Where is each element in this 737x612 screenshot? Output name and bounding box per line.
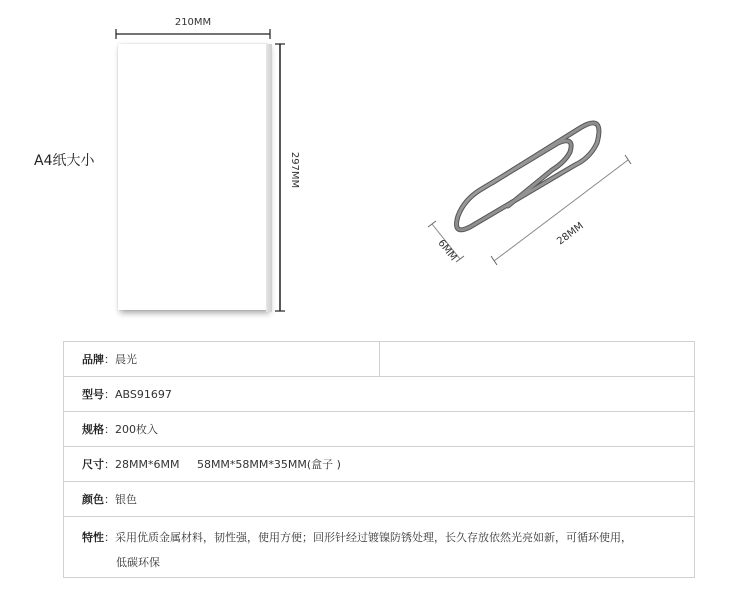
spec-row-size <box>64 447 695 482</box>
feature-key: 特性 <box>82 531 104 544</box>
spec-cell-feature <box>64 517 695 578</box>
paper-height-label: 297MM <box>289 151 300 189</box>
paper-height-dimension <box>275 44 300 311</box>
product-spec-table <box>63 341 695 578</box>
model-separator: ： <box>104 388 115 401</box>
spec-cell-empty <box>379 342 694 377</box>
spec-cell-brand <box>64 342 380 377</box>
spec-separator: ： <box>104 423 115 436</box>
brand-value: 晨光 <box>115 353 137 366</box>
brand-separator: ： <box>104 353 115 366</box>
feature-value: 采用优质金属材料，韧性强，使用方便；回形针经过镀镍防锈处理，长久存放依然光亮如新，可循环使用， <box>115 531 632 544</box>
clip-width-label: 6MM <box>435 237 459 264</box>
color-separator: ： <box>104 493 115 506</box>
spec-row-feature <box>64 517 695 578</box>
model-key: 型号 <box>82 388 104 401</box>
brand-key: 品牌 <box>82 353 104 366</box>
spec-row-brand <box>64 342 695 377</box>
spec-cell-model <box>64 377 695 412</box>
color-key: 颜色 <box>82 493 104 506</box>
spec-cell-spec <box>64 412 695 447</box>
spec-cell-size <box>64 447 695 482</box>
color-value: 银色 <box>115 493 137 506</box>
size-value: 28MM*6MM 58MM*58MM*35MM(盒子 ) <box>115 458 341 471</box>
feature-separator: ： <box>104 531 115 544</box>
clip-length-label: 28MM <box>555 220 586 248</box>
feature-value-line2: 低碳环保 <box>116 556 160 569</box>
size-separator: ： <box>104 458 115 471</box>
spec-key: 规格 <box>82 423 104 436</box>
a4-size-label: A4纸大小 <box>34 153 95 169</box>
paper-width-label: 210MM <box>174 17 212 28</box>
spec-row-spec <box>64 412 695 447</box>
model-value: ABS91697 <box>115 388 172 401</box>
spec-row-color <box>64 482 695 517</box>
size-key: 尺寸 <box>82 458 104 471</box>
paper-width-dimension <box>116 17 270 39</box>
paper-clip-illustration <box>457 123 599 230</box>
spec-row-model <box>64 377 695 412</box>
spec-cell-color <box>64 482 695 517</box>
spec-value: 200枚入 <box>115 423 158 436</box>
